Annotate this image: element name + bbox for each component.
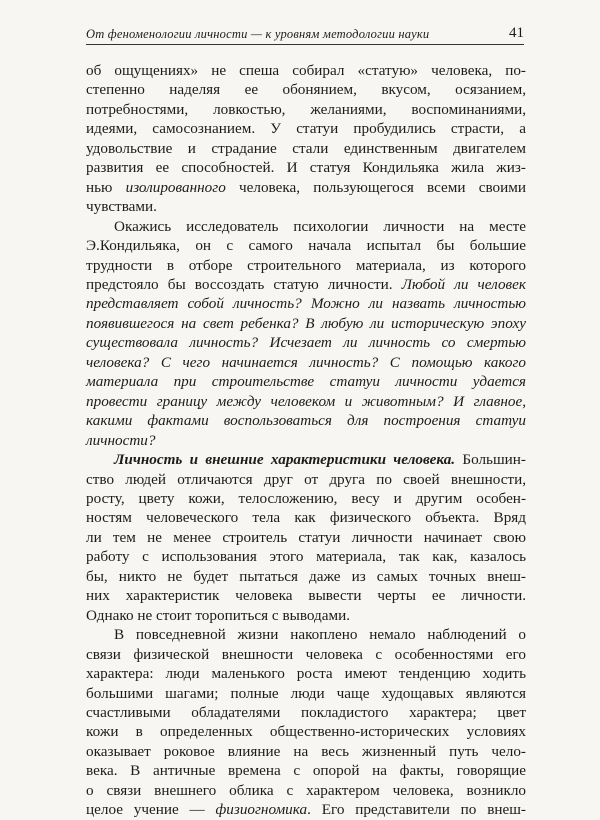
text-line [86,450,526,469]
question-text: появившегося на свет ребенка? В любую ли историческую эпоху [86,314,526,332]
section-run-in-heading: Личность и внешние характеристики человека. [114,451,456,469]
text-line: кожи в определенных общественно-исторических условиях [86,723,526,741]
text-line: характера: люди маленького роста имеют тенденцию ходить [86,665,526,683]
question-text: материала при строительстве статуи личности удается [86,373,526,391]
text-line: работу с использования этого материала, так как, казалось [86,548,526,566]
question-text: провести границу между человеком и животным? И главное, [86,392,526,410]
paragraph-everyday-observations [86,625,526,820]
text-line: о связи внешнего облика с характером человека, возникло [86,781,526,799]
text-line: оказывает роковое влияние на весь жизненный путь чело- [86,742,526,760]
page-number: 41 [509,25,524,41]
text-run: целое учение — [86,801,216,819]
paragraph-external-characteristics [86,450,526,625]
question-text: личности? [86,431,156,449]
text-run: . Его представители по внеш- [307,801,526,819]
text-line: бы, никто не будет пытаться даже из самых точных внеш- [86,567,526,585]
question-text: существовала личность? Исчезает ли личность со смертью [86,334,526,352]
paragraph-researcher-questions [86,217,526,450]
text-run: предстояло бы воссоздать статую личности. [86,275,402,293]
text-line: ностям человеческого тела как физического объекта. Вряд [86,509,526,527]
running-head: От феноменологии личности — к уровням методологии науки [86,27,430,41]
text-run: нью [86,178,126,196]
question-line [86,392,526,411]
text-line: большими шагами; полные люди чаще худощавых являются [86,684,526,702]
question-text: Любой ли человек [401,275,526,293]
question-line [86,314,526,333]
text-line: идеями, самосознанием. У статуи пробудились страсти, а [86,120,526,138]
emphasis-isolated: изолированного [125,178,226,196]
body-text [86,61,526,820]
text-line [86,800,526,819]
text-line: Э.Кондильяка, он с самого начала испытал бы большие [86,237,526,255]
question-text: какими фактами воспользоваться для построения статуи [86,412,526,430]
text-line [86,178,526,197]
page-header [86,24,524,45]
question-line [86,431,526,450]
question-line [86,411,526,430]
text-run: Большин- [455,451,526,469]
text-line: потребностями, ловкостью, желаниями, воспоминаниями, [86,100,526,118]
question-text: человека? С чего начинается личность? С помощью какого [86,353,526,371]
text-line: связи физической внешности человека с особенностями его [86,645,526,663]
text-line: чувствами. [86,198,157,216]
paragraph-condillac-statue [86,61,526,217]
question-line [86,372,526,391]
text-line: века. В античные времена с опорой на факты, говорящие [86,762,526,780]
text-line: Окажись исследователь психологии личности на месте [114,217,526,235]
text-line: развития ее способностей. И статуя Кондильяка жила жиз- [86,159,526,177]
text-line [86,275,526,294]
text-line: Однако не стоит торопиться с выводами. [86,606,351,624]
text-line: них характеристик человека вывести черты ее личности. [86,587,526,605]
text-line: ли тем не менее строитель статуи личности начинает свою [86,528,526,546]
text-line: степенно наделяя ее обонянием, вкусом, осязанием, [86,81,526,99]
text-run: человека, пользующегося всеми своими [225,178,526,196]
question-line [86,294,526,313]
emphasis-physiognomy: физиогномика [215,801,308,819]
text-line: росту, цвету кожи, телосложению, весу и другим особен- [86,489,526,507]
text-line: В повседневной жизни накоплено немало наблюдений о [114,626,526,644]
text-line: счастливыми обладателями покладистого характера; цвет [86,703,526,721]
question-line [86,333,526,352]
text-line: трудности в отборе строительного материала, из которого [86,256,526,274]
text-line: об ощущениях» не спеша собирал «статую» человека, по- [86,62,526,79]
question-line [86,353,526,372]
text-line: ство людей отличаются друг от друга по своей внешности, [86,470,526,488]
question-text: представляет собой личность? Можно ли назвать личностью [86,295,526,313]
text-line: удовольствие и страдание стали единственным двигателем [86,139,526,157]
